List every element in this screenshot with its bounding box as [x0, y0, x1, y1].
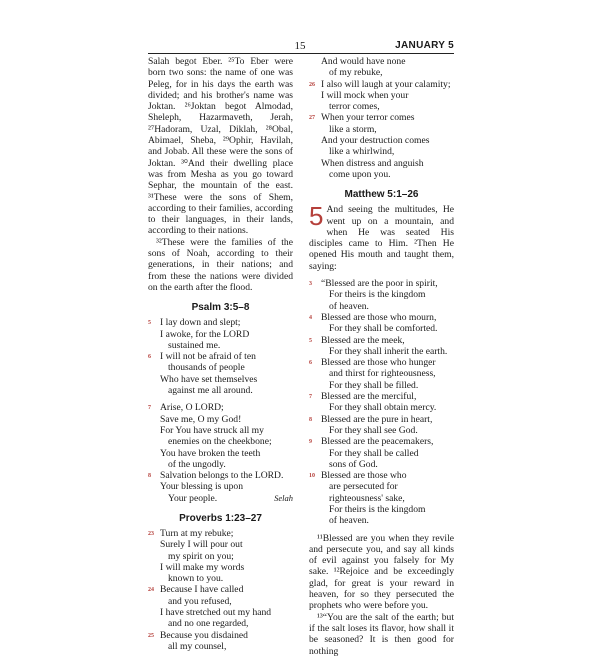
- verse-text: For they shall be called: [329, 447, 419, 459]
- verse-text: “Blessed are the poor in spirit,: [321, 278, 438, 290]
- proverbs-passage: [148, 528, 293, 652]
- verse-text: I also will laugh at your calamity;: [321, 78, 451, 90]
- verse-line: [148, 329, 293, 340]
- verse-text: For they shall see God.: [329, 424, 418, 436]
- verse-line: [309, 289, 454, 300]
- verse-text: For they shall be filled.: [329, 379, 419, 391]
- verse-number: 24: [148, 587, 154, 594]
- verse-text: Because you disdained: [160, 629, 248, 641]
- verse-number: 8: [309, 416, 312, 423]
- verse-text: thousands of people: [168, 362, 245, 374]
- verse-line: [309, 335, 454, 346]
- verse-number: 3: [309, 281, 312, 288]
- verse-line: [309, 391, 454, 402]
- verse-text: When distress and anguish: [321, 157, 424, 169]
- verse-line: [309, 414, 454, 425]
- verse-line: [148, 528, 293, 539]
- matthew-intro: And seeing the multitudes, He went up on a mountain, and when He was seated His disciples came to Him. ²Then He opened His mouth and taught them, saying:: [309, 204, 454, 272]
- verse-line: [148, 562, 293, 573]
- verse-text: And your destruction comes: [321, 135, 430, 147]
- verse-text: I will mock when your: [321, 89, 409, 101]
- verse-line: [309, 346, 454, 357]
- verse-text: of heaven.: [329, 300, 369, 312]
- verse-line: [148, 481, 293, 492]
- verse-text: For they shall inherit the earth.: [329, 345, 448, 357]
- verse-line: [148, 448, 293, 459]
- verse-text: I lay down and slept;: [160, 317, 241, 329]
- verse-line: [309, 124, 454, 135]
- verse-line: [148, 374, 293, 385]
- verse-text: Blessed are the merciful,: [321, 391, 417, 403]
- header-rule: [148, 53, 454, 54]
- verse-number: 25: [148, 632, 154, 639]
- verse-text: Because I have called: [160, 584, 244, 596]
- verse-line: [309, 459, 454, 470]
- verse-text: known to you.: [168, 573, 224, 585]
- verse-text: Save me, O my God!: [160, 413, 242, 425]
- verse-text: and thirst for righteousness,: [329, 368, 436, 380]
- verse-text: I will not be afraid of ten: [160, 351, 256, 363]
- selah-label: Selah: [274, 492, 293, 503]
- verse-line: [148, 340, 293, 351]
- verse-line: [309, 448, 454, 459]
- verse-line: [309, 425, 454, 436]
- verse-line: [148, 385, 293, 396]
- verse-text: come upon you.: [329, 168, 391, 180]
- verse-text: For they shall be comforted.: [329, 323, 438, 335]
- proverbs-heading: Proverbs 1:23–27: [179, 512, 262, 524]
- verse-text: like a storm,: [329, 123, 377, 135]
- genealogy-text: Salah begot Eber. ²⁵To Eber were born two sons: the name of one was Peleg, for in his days the earth was divided; and his brother's name was Joktan. ²⁶Joktan begot Almodad, Sheleph, Hazarmaveth, Jerah, ²⁷Hadoram, Uzal, Diklah, ²⁸Obal, Abimael, Sheba, ²⁹Ophir, Havilah, and Jobab. All these were the sons of Joktan. ³⁰And their dwelling place was from Mesha as you go toward Sephar, the mountain of the east. ³¹These were the sons of Shem, according to their families, according to their languages, in their lands, according to their nations.: [148, 56, 293, 237]
- verse-text: You have broken the teeth: [160, 447, 261, 459]
- page-number: 15: [294, 40, 306, 52]
- verse-line: [148, 425, 293, 436]
- verse-text: Who have set themselves: [160, 373, 258, 385]
- verse-text: Surely I will pour out: [160, 539, 243, 551]
- verse-line: [309, 90, 454, 101]
- verse-line: [309, 380, 454, 391]
- verse-text: Blessed are those who hunger: [321, 357, 436, 369]
- verse-line: [309, 135, 454, 146]
- verse-number: 8: [148, 473, 151, 480]
- verse-number: 23: [148, 530, 154, 537]
- verse-line: [309, 278, 454, 289]
- verse-line: [148, 414, 293, 425]
- left-column: [148, 56, 293, 652]
- verse-line: [309, 79, 454, 90]
- verse-line: [309, 67, 454, 78]
- verse-text: are persecuted for: [329, 481, 398, 493]
- verse-number: 10: [309, 473, 315, 480]
- verse-text: Salvation belongs to the LORD.: [160, 470, 284, 482]
- verse-number: 7: [309, 394, 312, 401]
- verse-line: [309, 436, 454, 447]
- verse-text: Blessed are those who: [321, 470, 407, 482]
- verse-number: 5: [309, 337, 312, 344]
- verse-line: [309, 146, 454, 157]
- verse-text: all my counsel,: [168, 640, 227, 652]
- verse-line: [309, 158, 454, 169]
- verse-text: And would have none: [321, 56, 406, 67]
- verse-text: For theirs is the kingdom: [329, 503, 426, 515]
- verse-number: 6: [148, 354, 151, 361]
- verse-line: [309, 470, 454, 481]
- verse-text: Blessed are the pure in heart,: [321, 413, 433, 425]
- verse-line: [309, 481, 454, 492]
- verse-line: [148, 607, 293, 618]
- verse-text: Blessed are the peacemakers,: [321, 436, 434, 448]
- verse-line: [148, 470, 293, 481]
- verse-line: [309, 312, 454, 323]
- verse-text: When your terror comes: [321, 112, 415, 124]
- verse-number: 6: [309, 360, 312, 367]
- verse-line: [148, 641, 293, 652]
- matthew-heading: Matthew 5:1–26: [344, 189, 419, 201]
- verse-line: [148, 459, 293, 470]
- verse-number: 9: [309, 439, 312, 446]
- verse-text: Blessed are the meek,: [321, 334, 405, 346]
- verse-text: like a whirlwind,: [329, 146, 395, 158]
- verse-line: [309, 301, 454, 312]
- verse-text: righteousness' sake,: [329, 492, 405, 504]
- verse-line: [148, 584, 293, 595]
- verse-line: [148, 630, 293, 641]
- verse-line: [148, 573, 293, 584]
- verse-text: For You have struck all my: [160, 424, 264, 436]
- verse-line: [309, 357, 454, 368]
- verse-text: and you refused,: [168, 595, 232, 607]
- verse-text: my spirit on you;: [168, 550, 234, 562]
- verse-line: [148, 351, 293, 362]
- verse-text: sons of God.: [329, 458, 378, 470]
- psalm-passage: [148, 317, 293, 504]
- verse-text: Turn at my rebuke;: [160, 527, 234, 539]
- verse-line: [148, 596, 293, 607]
- verse-text: of the ungodly.: [168, 458, 226, 470]
- verse-line: [148, 362, 293, 373]
- verse-text: I have stretched out my hand: [160, 607, 272, 619]
- verse-line: [309, 112, 454, 123]
- verse-line: [309, 323, 454, 334]
- verse-text: against me all around.: [168, 385, 253, 397]
- beatitudes-passage: [309, 278, 454, 527]
- verse-text: and no one regarded,: [168, 618, 249, 630]
- verse-text: For theirs is the kingdom: [329, 289, 426, 301]
- verse-text: I awoke, for the LORD: [160, 328, 250, 340]
- matthew-text-2: ¹³“You are the salt of the earth; but if the salt loses its flavor, how shall it be seasoned? It is then good for nothing: [309, 611, 454, 657]
- verse-line: [148, 618, 293, 629]
- running-head: JANUARY 5: [395, 40, 454, 51]
- verse-line: [148, 402, 293, 413]
- verse-number: 4: [309, 314, 312, 321]
- genealogy-text-2: ³²These were the families of the sons of Noah, according to their generations, in their nations; and from these the nations were divided on the earth after the flood.: [148, 236, 293, 293]
- verse-text: For they shall obtain mercy.: [329, 402, 437, 414]
- verse-line: [309, 169, 454, 180]
- right-column: [309, 56, 454, 657]
- verse-text: of heaven.: [329, 515, 369, 527]
- verse-line: [148, 436, 293, 447]
- verse-text: Blessed are those who mourn,: [321, 311, 437, 323]
- verse-line: [148, 493, 293, 504]
- verse-number: 7: [148, 405, 151, 412]
- verse-text: of my rebuke,: [329, 67, 383, 79]
- verse-number: 27: [309, 115, 315, 122]
- verse-line: [309, 101, 454, 112]
- verse-number: 5: [148, 320, 151, 327]
- matthew-intro-paragraph: [309, 201, 454, 272]
- verse-text: enemies on the cheekbone;: [168, 436, 272, 448]
- verse-text: Your people.: [168, 492, 218, 504]
- chapter-number: 5: [309, 201, 324, 232]
- verse-line: [148, 551, 293, 562]
- verse-text: sustained me.: [168, 339, 221, 351]
- verse-line: [309, 368, 454, 379]
- verse-line: [309, 515, 454, 526]
- verse-text: Arise, O LORD;: [160, 402, 224, 414]
- verse-line: [309, 493, 454, 504]
- verse-text: terror comes,: [329, 101, 380, 113]
- verse-line: [148, 539, 293, 550]
- verse-number: 26: [309, 81, 315, 88]
- verse-line: [309, 56, 454, 67]
- psalm-heading: Psalm 3:5–8: [191, 302, 250, 314]
- verse-line: [309, 504, 454, 515]
- proverbs-continued: [309, 56, 454, 180]
- verse-text: I will make my words: [160, 561, 245, 573]
- verse-line: [309, 402, 454, 413]
- verse-line: [148, 317, 293, 328]
- matthew-text-1: ¹¹Blessed are you when they revile and persecute you, and say all kinds of evil against you falsely for My sake. ¹²Rejoice and be exceedingly glad, for great is your reward in heaven, for so they persecuted the prophets who were before you.: [309, 532, 454, 612]
- verse-text: Your blessing is upon: [160, 481, 243, 493]
